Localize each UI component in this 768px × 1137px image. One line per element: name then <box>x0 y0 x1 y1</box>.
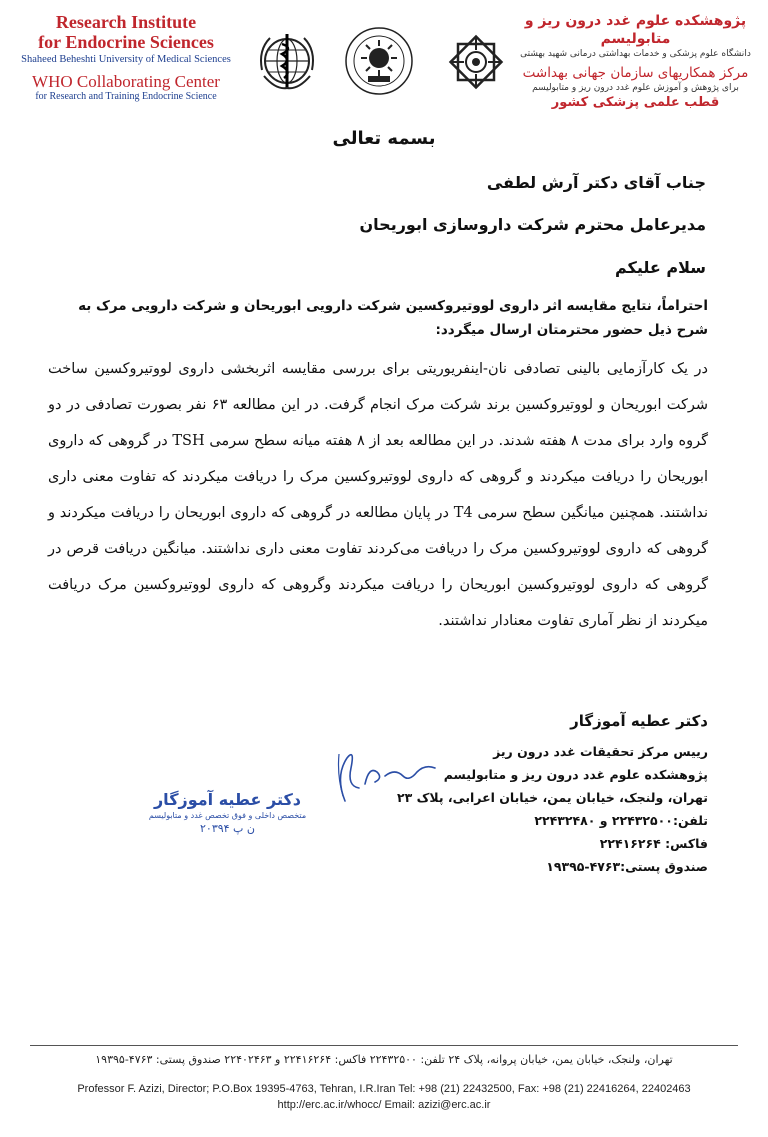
stamp-license: ن پ ۲۰۳۹۴ <box>200 822 255 835</box>
bismillah-heading: بسمه تعالی <box>332 128 436 149</box>
institute-name-line1: Research Institute <box>55 12 197 32</box>
stamp-name: دکتر عطیه آموزگار <box>153 790 302 809</box>
who-center-subtitle: for Research and Training Endocrine Science <box>35 91 217 102</box>
body-paragraph: در یک کارآزمایی بالینی تصادفی نان-اینفریوریتی برای بررسی مقایسه اثربخشی داروی لووتیروکسین ساخت شرکت ابوریحان و لووتیروکسین برند شرکت مرک انجام گرفت. در این مطالعه ۶۳ نفر بصورت تصادفی در دو گروه وارد برای مدت ۸ هفته شدند. در این مطالعه بعد از ۸ هفته میانه سطح سرمی TSH در گروهی که داروی ابوریحان را دریافت میکردند و گروهی که داروی لووتیروکسین مرک را دریافت میکردند که تفاوت معنی داری نداشتند. همچنین میانگین سطح سرمی T4 در پایان مطالعه در گروهی که داروی ابوریحان را دریافت میکردند و گروهی که داروی لووتیروکسین مرک را دریافت می‌کردند تفاوت معنی داری نداشتند. میانگین دریافت قرص در گروهی که داروی لووتیروکسین ابوریحان را دریافت میکردند وگروهی که داروی لووتیروکسین مرک دریافت میکردند از نظر آماری تفاوت معنادار نداشتند. <box>48 361 708 629</box>
handwritten-signature-icon <box>325 746 445 806</box>
intro-paragraph: احتراماً، نتایج مقایسه اثر داروی لووتیروکسین شرکت دارویی ابوریحان و شرکت دارویی مرک به شرح ذیل حضور محترمتان ارسال میگردد: <box>78 298 708 338</box>
doctor-stamp <box>140 790 315 836</box>
university-name: Shaheed Beheshti University of Medical Sciences <box>21 54 231 65</box>
who-logo-icon <box>256 30 318 92</box>
stamp-specialty: متخصص داخلی و فوق تخصص غدد و متابولیسم <box>148 811 307 820</box>
letterhead-english <box>10 12 242 103</box>
institute-name-fa: پژوهشکده علوم غدد درون ریز و متابولیسم <box>524 13 747 47</box>
recipient-name: جناب آقای دکتر آرش لطفی <box>486 173 706 192</box>
excellence-pole-fa: قطب علمی پزشکی کشور <box>551 95 720 110</box>
footer-web-email: http://erc.ac.ir/whocc/ Email: azizi@erc.ac.ir <box>277 1099 491 1111</box>
letterhead-persian <box>513 12 758 111</box>
recipient-title: مدیرعامل محترم شرکت داروسازی ابوریحان <box>359 215 706 234</box>
sender-pobox: صندوق پستی:۴۷۶۳-۱۹۳۹۵ <box>546 859 708 874</box>
who-center-title: WHO Collaborating Center <box>32 72 220 91</box>
letterhead <box>0 8 768 108</box>
sender-fax: فاکس: ۲۲۴۱۶۲۶۴ <box>599 836 708 851</box>
sender-phone: تلفن:۲۲۴۳۲۵۰۰ و ۲۲۴۳۲۴۸۰ <box>534 813 708 828</box>
institute-name-line2: for Endocrine Sciences <box>38 32 214 52</box>
logo-row <box>256 26 506 96</box>
footer-address-fa: تهران، ولنجک، خیابان یمن، خیابان پروانه، پلاک ۲۴ تلفن: ۲۲۴۳۲۵۰۰ فاکس: ۲۲۴۱۶۲۶۴ و ۲۲۴۰۲۴۶۳ صندوق پستی: ۴۷۶۳-۱۹۳۹۵ <box>95 1053 673 1066</box>
sender-institute: پژوهشکده علوم غدد درون ریز و متابولیسم <box>443 767 708 782</box>
sender-position: رییس مرکز تحقیقات غدد درون ریز <box>493 744 708 759</box>
sender-address: تهران، ولنجک، خیابان یمن، خیابان اعرابی، پلاک ۲۳ <box>396 790 708 805</box>
who-center-subtitle-fa: برای پژوهش و آموزش علوم غدد درون ریز و متابولیسم <box>532 83 739 93</box>
university-logo-icon <box>344 26 414 96</box>
university-name-fa: دانشگاه علوم پزشکی و خدمات بهداشتی درمانی شهید بهشتی <box>520 49 751 59</box>
sender-name: دکتر عطیه آموزگار <box>570 712 708 730</box>
footer-divider <box>30 1045 738 1046</box>
footer-contact-en: Professor F. Azizi, Director; P.O.Box 19395-4763, Tehran, I.R.Iran Tel: +98 (21) 22432500, Fax: +98 (21) 22416264, 22402463 <box>77 1083 691 1095</box>
greeting: سلام علیکم <box>614 258 706 277</box>
who-center-title-fa: مرکز همکاریهای سازمان جهانی بهداشت <box>522 65 749 81</box>
erc-logo-icon <box>446 32 506 92</box>
